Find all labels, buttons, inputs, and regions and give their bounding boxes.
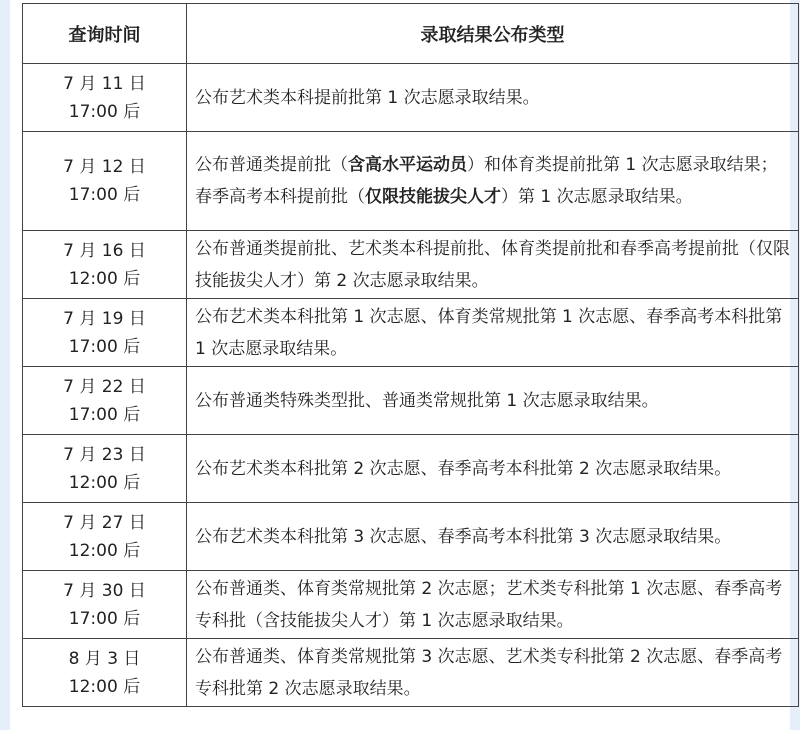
row-date: 7 月 11 日	[63, 73, 146, 94]
row-date: 7 月 22 日	[63, 376, 146, 397]
row-time-cell	[23, 571, 187, 639]
row-date: 7 月 30 日	[63, 580, 146, 601]
row-date: 7 月 27 日	[63, 512, 146, 533]
row-time: 12:00 后	[68, 676, 141, 697]
table-row	[23, 367, 799, 435]
row-description: 公布艺术类本科批第 1 次志愿、体育类常规批第 1 次志愿、春季高考本科批第 1 次志愿录取结果。	[187, 299, 799, 367]
desc-emphasis: 仅限技能拔尖人才	[365, 187, 501, 207]
row-date: 7 月 23 日	[63, 444, 146, 465]
desc-part: ）第 1 次志愿录取结果。	[501, 187, 693, 207]
desc-part: 公布普通类提前批（	[195, 155, 348, 175]
admission-results-table	[22, 3, 799, 707]
row-time-cell	[23, 639, 187, 707]
table-row	[23, 503, 799, 571]
desc-emphasis: 含高水平运动员	[348, 155, 467, 175]
table-row	[23, 299, 799, 367]
row-date: 7 月 16 日	[63, 240, 146, 261]
row-time: 17:00 后	[68, 608, 141, 629]
row-description: 公布普通类提前批、艺术类本科提前批、体育类提前批和春季高考提前批（仅限技能拔尖人才）第 2 次志愿录取结果。	[187, 231, 799, 299]
row-time: 17:00 后	[68, 404, 141, 425]
row-time-cell	[23, 299, 187, 367]
row-time-cell	[23, 435, 187, 503]
row-date: 7 月 19 日	[63, 308, 146, 329]
row-description: 公布普通类特殊类型批、普通类常规批第 1 次志愿录取结果。	[187, 367, 799, 435]
row-description: 公布普通类、体育类常规批第 3 次志愿、艺术类专科批第 2 次志愿、春季高考专科批第 2 次志愿录取结果。	[187, 639, 799, 707]
row-description: 公布艺术类本科批第 3 次志愿、春季高考本科批第 3 次志愿录取结果。	[187, 503, 799, 571]
row-time: 12:00 后	[68, 472, 141, 493]
row-time-cell	[23, 132, 187, 231]
table-row	[23, 64, 799, 132]
row-description: 公布艺术类本科批第 2 次志愿、春季高考本科批第 2 次志愿录取结果。	[187, 435, 799, 503]
row-time: 12:00 后	[68, 268, 141, 289]
row-time-cell	[23, 503, 187, 571]
row-date: 8 月 3 日	[68, 648, 141, 669]
header-result-type: 录取结果公布类型	[187, 4, 799, 64]
table-header-row	[23, 4, 799, 64]
row-time: 12:00 后	[68, 540, 141, 561]
row-description: 公布普通类、体育类常规批第 2 次志愿；艺术类专科批第 1 次志愿、春季高考专科批（含技能拔尖人才）第 1 次志愿录取结果。	[187, 571, 799, 639]
header-query-time: 查询时间	[23, 4, 187, 64]
row-time-cell	[23, 64, 187, 132]
table-row	[23, 132, 799, 231]
row-time: 17:00 后	[68, 101, 141, 122]
row-description	[187, 132, 799, 231]
row-time: 17:00 后	[68, 185, 141, 205]
row-date: 7 月 12 日	[63, 157, 146, 177]
table-row	[23, 231, 799, 299]
row-time-cell	[23, 367, 187, 435]
row-time: 17:00 后	[68, 336, 141, 357]
table-row	[23, 571, 799, 639]
desc-part: ）和体育类提前批第 1 次志愿录取结果；春季高考本科提前批（	[195, 155, 778, 207]
table-row	[23, 639, 799, 707]
row-description: 公布艺术类本科提前批第 1 次志愿录取结果。	[187, 64, 799, 132]
table-row	[23, 435, 799, 503]
row-time-cell	[23, 231, 187, 299]
